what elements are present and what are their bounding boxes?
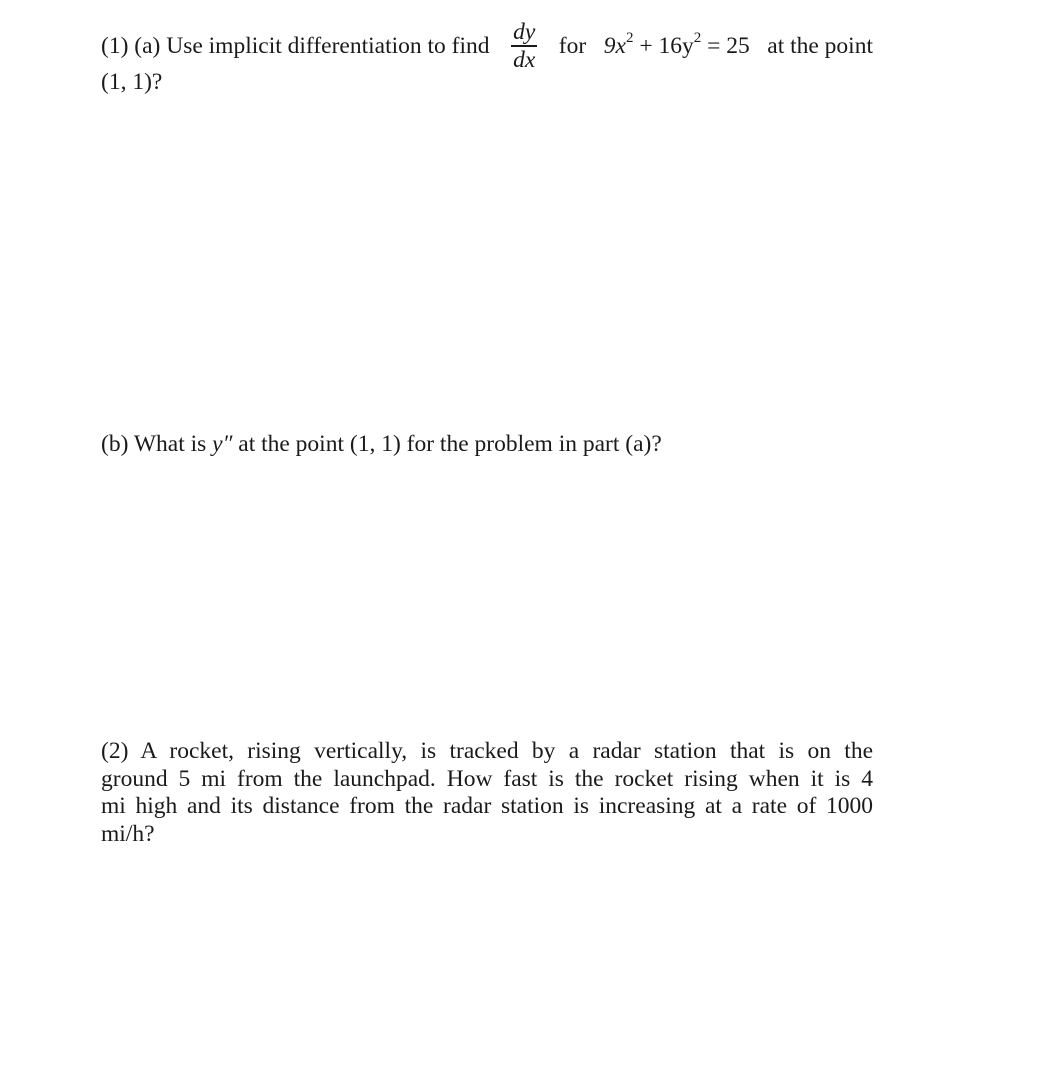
problem-2 [101,737,873,847]
fraction-numerator: dy [513,19,536,46]
problem-1a [101,18,873,96]
y-double-prime: y″ [212,431,233,457]
fraction-denominator: dx [513,46,536,73]
problem-2-line-4: mi/h? [101,820,155,847]
problem-1b [101,430,873,458]
problem-2-line-2: ground 5 mi from the launchpad. How fast is the rocket rising when it is 4 [101,765,873,792]
problem-1a-line-2: (1, 1)? [101,69,163,95]
derivative-fraction [511,20,537,71]
problem-1b-text-before: (b) What is [101,431,213,457]
equation-term-b: + 16y [639,33,694,59]
problem-1a-suffix: at the point [767,33,873,59]
problem-1b-text-after: at the point (1, 1) for the problem in part (a)? [232,431,662,457]
equation [604,32,750,60]
equation-term-a: 9x [603,33,626,59]
exponent-b: 2 [693,30,702,47]
problem-2-line-3: mi high and its distance from the radar station is increasing at a rate of 1000 [101,793,873,819]
problem-1a-line-1 [101,18,873,74]
for-word: for [558,33,587,59]
equation-rhs: = 25 [707,33,750,59]
exponent-a: 2 [625,30,634,47]
problem-2-line-1: (2) A rocket, rising vertically, is tracked by a radar station that is on the [101,738,873,764]
problem-1a-prefix: (1) (a) Use implicit differentiation to find [101,33,490,59]
